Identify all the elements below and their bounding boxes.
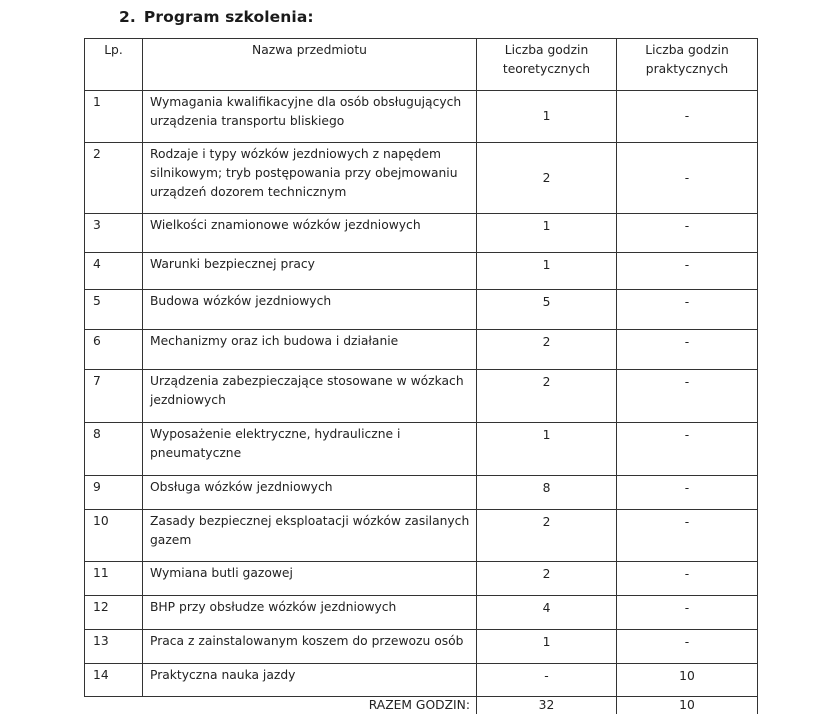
table-row (85, 596, 758, 630)
row-theory-hours: 2 (477, 510, 617, 562)
row-practice-hours: - (617, 330, 758, 370)
header-name: Nazwa przedmiotu (143, 39, 477, 91)
row-theory-hours: 5 (477, 290, 617, 330)
row-theory-hours: 2 (477, 143, 617, 214)
row-lp: 11 (85, 562, 143, 596)
row-practice-hours: 10 (617, 664, 758, 697)
table-row (85, 630, 758, 664)
row-subject-name: Wielkości znamionowe wózków jezdniowych (143, 214, 477, 253)
row-subject-name: Urządzenia zabezpieczające stosowane w wózkach jezdniowych (143, 370, 477, 423)
row-theory-hours: 2 (477, 330, 617, 370)
header-lp: Lp. (85, 39, 143, 91)
totals-row (85, 697, 758, 714)
row-theory-hours: 8 (477, 476, 617, 510)
row-practice-hours: - (617, 290, 758, 330)
table-row (85, 476, 758, 510)
row-lp: 9 (85, 476, 143, 510)
row-subject-name: Warunki bezpiecznej pracy (143, 253, 477, 290)
table-row (85, 253, 758, 290)
row-subject-name: Rodzaje i typy wózków jezdniowych z napędem silnikowym; tryb postępowania przy obejmowaniu urządzeń dozorem technicznym (143, 143, 477, 214)
row-subject-name: Wymiana butli gazowej (143, 562, 477, 596)
row-lp: 3 (85, 214, 143, 253)
row-practice-hours: - (617, 596, 758, 630)
row-lp: 10 (85, 510, 143, 562)
training-program-table (84, 38, 758, 714)
row-lp: 13 (85, 630, 143, 664)
row-practice-hours: - (617, 253, 758, 290)
row-practice-hours: - (617, 510, 758, 562)
row-lp: 1 (85, 91, 143, 143)
row-practice-hours: - (617, 630, 758, 664)
row-lp: 12 (85, 596, 143, 630)
row-theory-hours: - (477, 664, 617, 697)
row-subject-name: Zasady bezpiecznej eksploatacji wózków zasilanych gazem (143, 510, 477, 562)
table-row (85, 214, 758, 253)
header-practice: Liczba godzin praktycznych (617, 39, 758, 91)
table-row (85, 510, 758, 562)
row-theory-hours: 2 (477, 370, 617, 423)
row-practice-hours: - (617, 214, 758, 253)
header-theory: Liczba godzin teoretycznych (477, 39, 617, 91)
totals-label: RAZEM GODZIN: (143, 697, 477, 714)
row-lp: 14 (85, 664, 143, 697)
row-theory-hours: 1 (477, 423, 617, 476)
row-practice-hours: - (617, 562, 758, 596)
table-row (85, 330, 758, 370)
row-lp: 7 (85, 370, 143, 423)
row-subject-name: BHP przy obsłudze wózków jezdniowych (143, 596, 477, 630)
row-subject-name: Mechanizmy oraz ich budowa i działanie (143, 330, 477, 370)
row-theory-hours: 1 (477, 630, 617, 664)
table-row (85, 91, 758, 143)
row-subject-name: Praca z zainstalowanym koszem do przewozu osób (143, 630, 477, 664)
row-lp: 4 (85, 253, 143, 290)
row-subject-name: Obsługa wózków jezdniowych (143, 476, 477, 510)
section-number: 2. (119, 8, 136, 26)
row-lp: 5 (85, 290, 143, 330)
row-theory-hours: 2 (477, 562, 617, 596)
table-row (85, 664, 758, 697)
table-row (85, 562, 758, 596)
row-practice-hours: - (617, 91, 758, 143)
row-subject-name: Wymagania kwalifikacyjne dla osób obsługujących urządzenia transportu bliskiego (143, 91, 477, 143)
table-row (85, 370, 758, 423)
row-practice-hours: - (617, 143, 758, 214)
row-practice-hours: - (617, 476, 758, 510)
section-heading (119, 8, 314, 26)
row-theory-hours: 4 (477, 596, 617, 630)
row-practice-hours: - (617, 423, 758, 476)
row-theory-hours: 1 (477, 91, 617, 143)
row-theory-hours: 1 (477, 253, 617, 290)
row-lp: 8 (85, 423, 143, 476)
table-row (85, 290, 758, 330)
section-title: Program szkolenia: (144, 8, 314, 26)
row-lp: 2 (85, 143, 143, 214)
totals-practice: 10 (617, 697, 758, 714)
row-practice-hours: - (617, 370, 758, 423)
header-row (85, 39, 758, 91)
row-subject-name: Budowa wózków jezdniowych (143, 290, 477, 330)
table-row (85, 143, 758, 214)
totals-theory: 32 (477, 697, 617, 714)
row-subject-name: Wyposażenie elektryczne, hydrauliczne i pneumatyczne (143, 423, 477, 476)
table-row (85, 423, 758, 476)
row-lp: 6 (85, 330, 143, 370)
row-theory-hours: 1 (477, 214, 617, 253)
row-subject-name: Praktyczna nauka jazdy (143, 664, 477, 697)
